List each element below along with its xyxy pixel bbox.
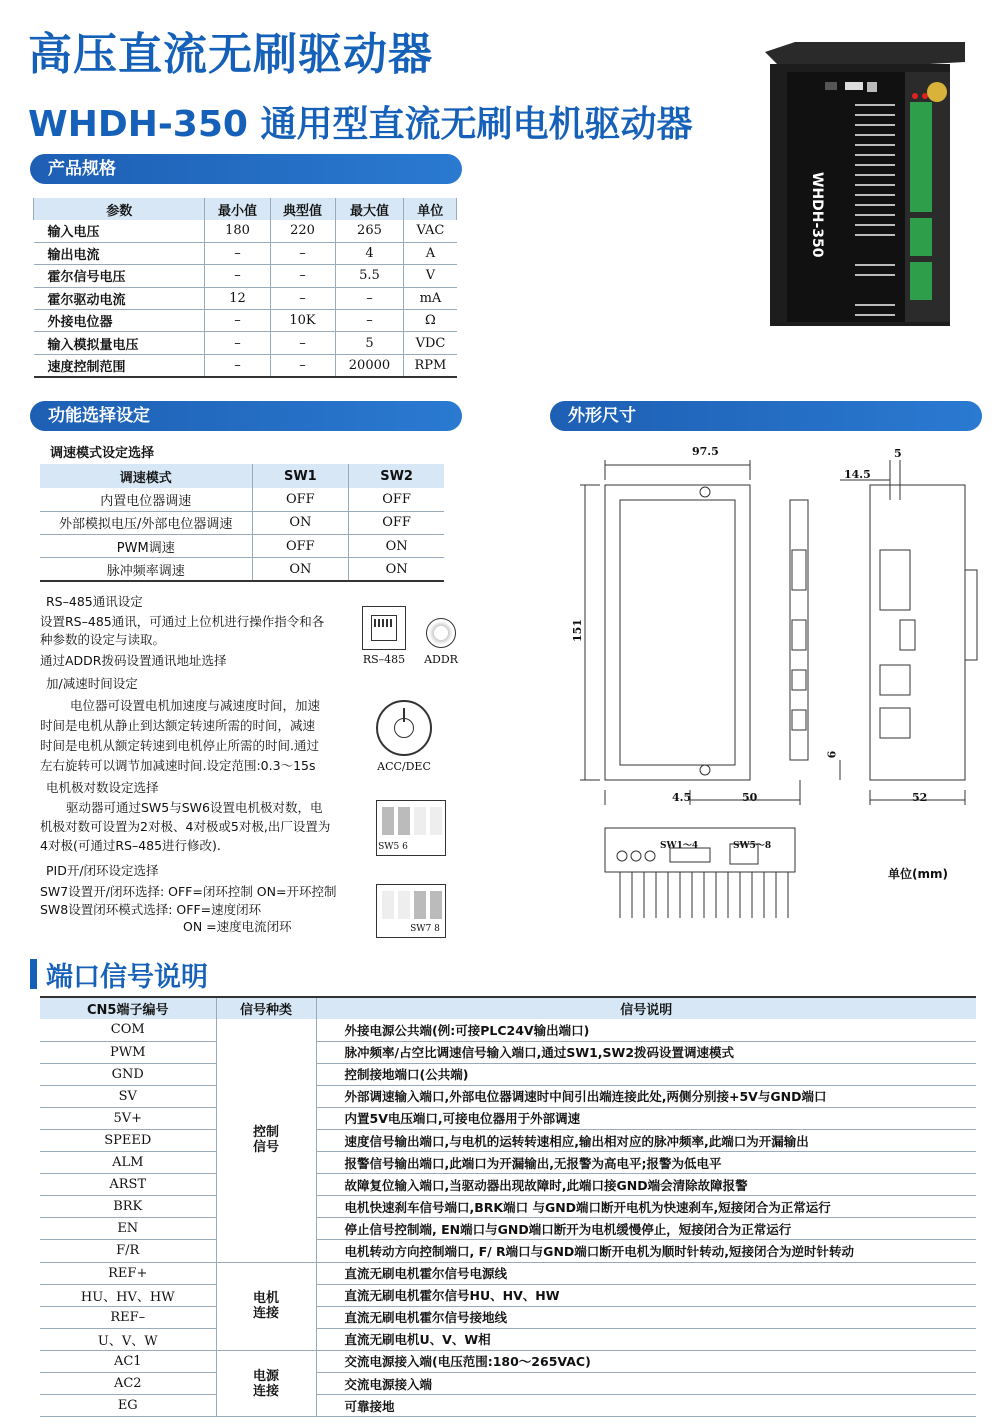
mode-cell: PWM调速 [40,535,252,558]
spec-cell: RPM [404,354,457,376]
sw56-label: SW5 6 [378,842,408,852]
port-cell: 直流无刷电机霍尔信号电源线 [316,1262,976,1284]
table-row [34,220,457,242]
table-row [40,1373,976,1395]
rs485-line: 通过ADDR拨码设置通讯地址选择 [40,653,227,668]
sw78-label: SW7 8 [410,924,440,934]
spec-cell: 霍尔信号电压 [34,265,205,287]
port-cell: 停止信号控制端, EN端口与GND端口断开为电机缓慢停止，短接闭合为正常运行 [316,1218,976,1240]
group-power [216,1350,316,1416]
spec-cell: 速度控制范围 [34,354,205,376]
port-cell: 直流无刷电机U、V、W相 [316,1328,976,1350]
mode-header: SW2 [349,464,444,488]
spec-cell: mA [404,287,457,309]
mode-cell: OFF [252,488,349,511]
port-cell: 内置5V电压端口,可接电位器用于外部调速 [316,1107,976,1129]
port-header: 信号说明 [316,997,976,1019]
table-row [40,1350,976,1372]
port-cell: 故障复位输入端口,当驱动器出现故障时,此端口接GND端会清除故障报警 [316,1174,976,1196]
spec-cell: – [270,354,335,376]
spec-cell: 4 [335,242,404,264]
table-row [40,1041,976,1063]
port-cell: 速度信号输出端口,与电机的运转转速相应,输出相对应的脉冲频率,此端口为开漏输出 [316,1129,976,1151]
sw-label-1: SW1～4 [660,841,699,851]
port-header: 信号种类 [216,997,316,1019]
table-row [40,1240,976,1262]
mode-cell: 外部模拟电压/外部电位器调速 [40,511,252,534]
accdec-label: ACC/DEC [377,760,431,773]
table-row [40,1284,976,1306]
rs485-label: RS–485 [362,653,406,666]
spec-cell: – [205,354,270,376]
port-cell: REF+ [40,1262,216,1284]
accdec-line: 左右旋转可以调节加减速时间.设定范围:0.3～15s [40,758,316,773]
poles-heading: 电机极对数设定选择 [46,780,159,795]
sw-label-2: SW5～8 [733,841,772,851]
table-row [40,1152,976,1174]
port-cell: 控制接地端口(公共端) [316,1063,976,1085]
port-cell: PWM [40,1041,216,1063]
port-cell: 报警信号输出端口,此端口为开漏输出,无报警为高电平;报警为低电平 [316,1152,976,1174]
spec-cell: 输入模拟量电压 [34,332,205,354]
poles-line: 4对极(可通过RS–485进行修改). [40,838,221,853]
table-row [40,1085,976,1107]
dim-height: 151 [570,619,584,642]
group-motor [216,1262,316,1350]
port-cell: 直流无刷电机霍尔信号接地线 [316,1306,976,1328]
port-cell: 交流电源接入端 [316,1373,976,1395]
spec-cell: – [205,242,270,264]
port-cell: 交流电源接入端(电压范围:180～265VAC) [316,1350,976,1372]
addr-dial-icon [426,618,456,648]
spec-cell: 5.5 [335,265,404,287]
section-ports: 端口信号说明 [30,955,208,994]
pid-heading: PID开/闭环设定选择 [46,863,159,878]
port-cell: COM [40,1019,216,1041]
dimension-drawing [560,440,1000,930]
spec-cell: – [270,332,335,354]
table-row [40,1306,976,1328]
port-cell: 脉冲频率/占空比调速信号输入端口,通过SW1,SW2拨码设置调速模式 [316,1041,976,1063]
table-row [40,1063,976,1085]
rs485-port-icon [362,606,406,650]
accdec-heading: 加/减速时间设定 [46,676,138,691]
spec-cell: V [404,265,457,287]
rs485-heading: RS–485通讯设定 [46,594,143,609]
accdec-line: 电位器可设置电机加速度与减速度时间，加速 [70,698,321,713]
addr-label: ADDR [424,653,458,666]
mode-cell: OFF [349,488,444,511]
accdec-line: 时间是电机从静止到达额定转速所需的时间，减速 [40,718,316,733]
spec-cell: – [205,310,270,332]
mode-cell: ON [252,511,349,534]
rs485-line: 设置RS–485通讯，可通过上位机进行操作指令和各 [40,614,325,629]
spec-header: 最小值 [205,198,270,220]
group-label: 控制 信号 [252,1125,279,1156]
spec-cell: A [404,242,457,264]
table-row [40,511,444,534]
port-cell: U、V、W [40,1328,216,1350]
group-control [216,1019,316,1262]
table-row [40,1129,976,1151]
mode-cell: ON [349,535,444,558]
table-row [40,1196,976,1218]
port-cell: 外接电源公共端(例:可接PLC24V输出端口) [316,1019,976,1041]
mode-cell: ON [349,558,444,581]
port-header: CN5端子编号 [40,997,216,1019]
table-row [40,488,444,511]
table-row [34,354,457,376]
table-row [40,558,444,581]
port-cell: EN [40,1218,216,1240]
spec-header: 单位 [404,198,457,220]
spec-cell: 外接电位器 [34,310,205,332]
page-subtitle: WHDH-350 通用型直流无刷电机驱动器 [28,104,693,145]
spec-cell: – [335,310,404,332]
table-row [34,265,457,287]
table-row [34,332,457,354]
spec-header: 典型值 [270,198,335,220]
spec-table [33,198,457,378]
speed-mode-table [40,464,444,582]
spec-cell: VAC [404,220,457,242]
spec-cell: 输入电压 [34,220,205,242]
table-row [40,535,444,558]
mode-header: 调速模式 [40,464,252,488]
port-cell: F/R [40,1240,216,1262]
pid-line: SW7设置开/闭环选择: OFF=闭环控制 ON=开环控制 [40,884,337,899]
section-dimension: 外形尺寸 [550,401,982,431]
spec-cell: – [270,242,335,264]
table-row [40,1174,976,1196]
speed-mode-heading: 调速模式设定选择 [50,446,155,461]
spec-cell: 180 [205,220,270,242]
spec-cell: 265 [335,220,404,242]
rs485-line: 种参数的设定与读取。 [40,632,166,647]
port-cell: SPEED [40,1129,216,1151]
mode-cell: OFF [349,511,444,534]
table-row [34,310,457,332]
mode-cell: 内置电位器调速 [40,488,252,511]
spec-cell: 输出电流 [34,242,205,264]
spec-cell: – [270,265,335,287]
port-cell: HU、HV、HW [40,1284,216,1306]
dim-left-offset: 4.5 [672,791,692,804]
spec-cell: 5 [335,332,404,354]
pid-line: SW8设置闭环模式选择: OFF=速度闭环 [40,902,262,917]
table-row [34,287,457,309]
mode-cell: 脉冲频率调速 [40,558,252,581]
accdec-dial-icon [376,700,432,756]
spec-cell: 220 [270,220,335,242]
port-cell: 可靠接地 [316,1395,976,1417]
table-row [34,242,457,264]
port-cell: EG [40,1395,216,1417]
section-spec: 产品规格 [30,154,462,184]
port-cell: REF– [40,1306,216,1328]
spec-cell: – [205,265,270,287]
spec-cell: 12 [205,287,270,309]
spec-cell: 霍尔驱动电流 [34,287,205,309]
port-cell: 外部调速输入端口,外部电位器调速时中间引出端连接此处,两侧分别接+5V与GND端口 [316,1085,976,1107]
port-table [40,996,976,1417]
section-function: 功能选择设定 [30,401,462,431]
spec-cell: 10K [270,310,335,332]
dim-side-depth: 52 [912,791,928,804]
port-cell: 电机转动方向控制端口, F/ R端口与GND端口断开电机为顺时针转动,短接闭合为逆时针转动 [316,1240,976,1262]
port-cell: GND [40,1063,216,1085]
port-cell: AC2 [40,1373,216,1395]
dim-unit: 单位(mm) [888,867,948,881]
port-cell: 5V+ [40,1107,216,1129]
port-cell: SV [40,1085,216,1107]
port-cell: BRK [40,1196,216,1218]
mode-header: SW1 [252,464,349,488]
spec-cell: Ω [404,310,457,332]
page-title: 高压直流无刷驱动器 [28,29,433,80]
dim-side-offset: 14.5 [844,468,871,481]
group-label: 电机 连接 [252,1291,279,1322]
poles-line: 机极对数可设置为2对极、4对极或5对极,出厂设置为 [40,819,331,834]
table-row [40,1107,976,1129]
accdec-line: 时间是电机从额定转速到电机停止所需的时间.通过 [40,738,319,753]
mode-cell: ON [252,558,349,581]
spec-header: 参数 [34,198,205,220]
spec-cell: 20000 [335,354,404,376]
poles-line: 驱动器可通过SW5与SW6设置电机极对数，电 [66,800,323,815]
dim-bottom-span: 50 [742,791,758,804]
spec-cell: – [205,332,270,354]
dim-width: 97.5 [692,445,719,458]
port-cell: 电机快速刹车信号端口,BRK端口 与GND端口断开电机为快速刹车,短接闭合为正常运行 [316,1196,976,1218]
table-row [40,1262,976,1284]
product-label: WHDH-350 [809,172,825,258]
dim-side-small: 5 [894,447,902,460]
port-cell: ALM [40,1152,216,1174]
port-cell: 直流无刷电机霍尔信号HU、HV、HW [316,1284,976,1306]
table-row [40,1395,976,1417]
spec-cell: VDC [404,332,457,354]
table-row [40,1019,976,1041]
table-row [40,1218,976,1240]
spec-header: 最大值 [335,198,404,220]
port-cell: AC1 [40,1350,216,1372]
pid-line: ON =速度电流闭环 [183,919,292,934]
spec-cell: – [270,287,335,309]
spec-cell: – [335,287,404,309]
table-row [40,1328,976,1350]
product-image [765,42,965,334]
dim-side-gap: 6 [825,750,839,759]
mode-cell: OFF [252,535,349,558]
group-label: 电源 连接 [252,1368,279,1399]
port-cell: ARST [40,1174,216,1196]
